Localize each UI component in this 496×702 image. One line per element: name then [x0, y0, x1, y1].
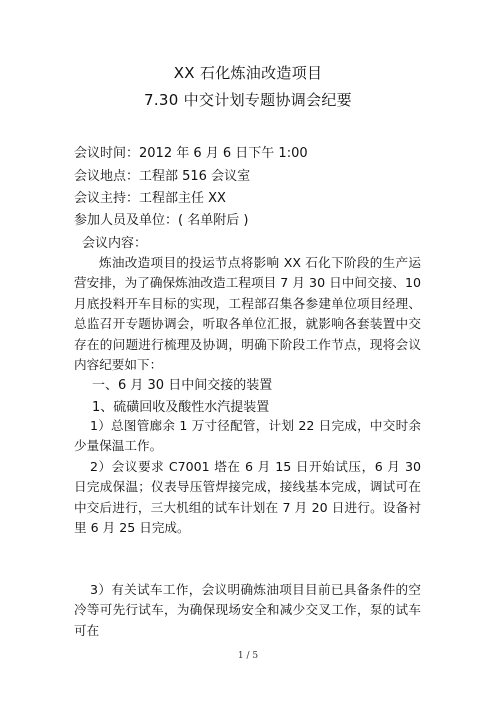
intro-paragraph: 炼油改造项目的投运节点将影响 XX 石化下阶段的生产运营安排，为了确保炼油改造工程项目 7 月 30 日中间交接、10 月底投料开车目标的实现，工程部召集各参建单位项目经理、总监召开专题协调会，听取各单位汇报，就影响各套装置中交存在的问题进行梳理及协调，明确下阶段工作节点，现将会议内容纪要如下： [74, 255, 421, 373]
participants: 参加人员及单位：( 名单附后 ) [74, 213, 249, 228]
meeting-place: 会议地点：工程部 516 会议室 [74, 169, 251, 184]
content-label: 会议内容： [82, 236, 148, 251]
document-subtitle: 7.30 中交计划专题协调会纪要 [144, 91, 352, 109]
page-number: 1 / 5 [237, 651, 259, 661]
list-item: 1）总图管廊余 1 万寸径配管，计划 22 日完成，中交时余少量保温工作。 [74, 418, 421, 454]
meeting-host: 会议主持：工程部主任 XX [74, 191, 226, 206]
subsection-heading: 1、硫磺回收及酸性水汽提装置 [92, 400, 270, 415]
section-heading: 一、6 月 30 日中间交接的装置 [92, 378, 273, 393]
list-item: 3）有关试车工作，会议明确炼油项目目前已具备条件的空冷等可先行试车，为确保现场安全和减少交叉工作，泵的试车可在 [74, 582, 421, 638]
document-title: XX 石化炼油改造项目 [173, 64, 323, 82]
list-item: 2）会议要求 C7001 塔在 6 月 15 日开始试压，6 月 30 日完成保温；仪表导压管焊接完成，接线基本完成，调试可在中交后进行，三大机组的试车计划在 7 月 20 日进行。设备衬里 6 月 25 日完成。 [74, 459, 421, 536]
meeting-time: 会议时间：2012 年 6 月 6 日下午 1:00 [74, 146, 308, 161]
